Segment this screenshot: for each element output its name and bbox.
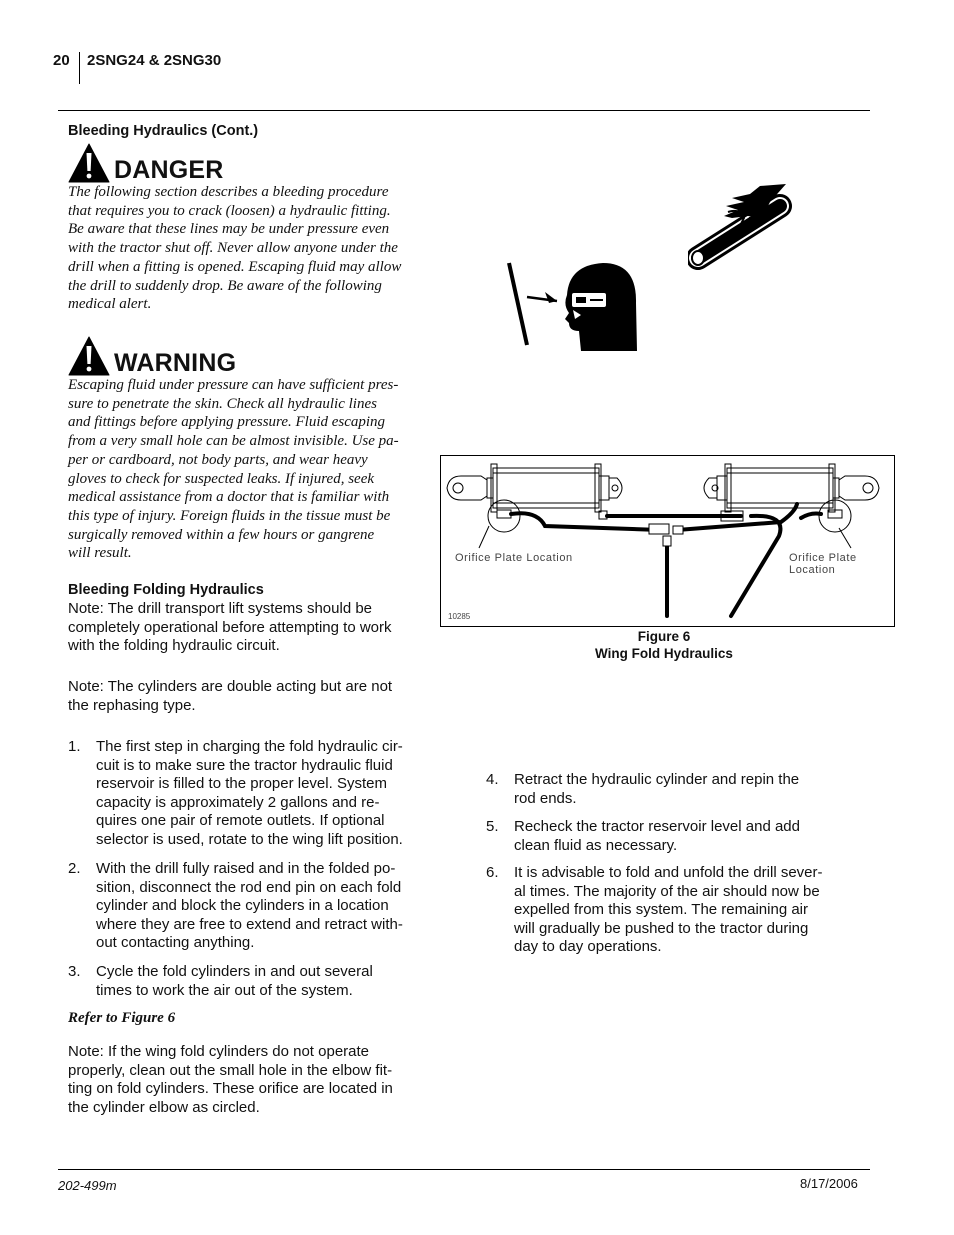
note-cylinders bbox=[68, 678, 392, 715]
danger-line: The following section describes a bleeding procedure bbox=[68, 184, 389, 200]
note-line: the cylinder elbow as circled. bbox=[68, 1098, 260, 1116]
left-cylinder bbox=[447, 464, 622, 532]
note-line: with the folding hydraulic circuit. bbox=[68, 637, 280, 655]
eye-protection-pictogram bbox=[505, 255, 645, 355]
skin-injection-pictogram bbox=[688, 182, 798, 274]
step-4-text bbox=[514, 771, 799, 808]
step-line: times to work the air out of the system. bbox=[96, 981, 353, 999]
step-1-text bbox=[96, 738, 403, 850]
footer-rule bbox=[58, 1169, 870, 1170]
step-number: 2. bbox=[68, 860, 81, 877]
step-3-text bbox=[96, 963, 373, 1000]
step-number: 5. bbox=[486, 818, 499, 835]
step-number: 6. bbox=[486, 864, 499, 881]
wing-fold-hydraulics-diagram bbox=[441, 456, 894, 626]
step-line: where they are free to extend and retract with- bbox=[96, 915, 403, 933]
note-line: properly, clean out the small hole in the elbow fit- bbox=[68, 1061, 393, 1079]
step-line: will gradually be pushed to the tractor during bbox=[514, 919, 809, 937]
warning-heading: WARNING bbox=[114, 349, 237, 377]
orifice-label-left: Orifice Plate Location bbox=[455, 552, 573, 564]
figure-reference: Refer to Figure 6 bbox=[68, 1010, 176, 1026]
warning-line: gloves to check for suspected leaks. If injured, seek bbox=[68, 470, 375, 487]
note-line: ting on fold cylinders. These orifice are located in bbox=[68, 1080, 393, 1098]
step-line: selector is used, rotate to the wing lift position. bbox=[96, 830, 403, 848]
warning-text bbox=[68, 376, 408, 563]
danger-line: drill when a fitting is opened. Escaping fluid may allow bbox=[68, 258, 402, 275]
header-rule bbox=[58, 110, 870, 111]
step-line: sition, disconnect the rod end pin on each fold bbox=[96, 878, 402, 896]
hose-fittings bbox=[649, 524, 683, 546]
step-line: capacity is approximately 2 gallons and re- bbox=[96, 793, 380, 811]
warning-line: will result. bbox=[68, 545, 132, 562]
section-heading: Bleeding Hydraulics (Cont.) bbox=[68, 123, 259, 139]
warning-line: per or cardboard, not body parts, and wear heavy bbox=[68, 451, 368, 468]
step-number: 4. bbox=[486, 771, 499, 788]
document-title: 2SNG24 & 2SNG30 bbox=[87, 52, 222, 69]
step-line: Retract the hydraulic cylinder and repin the bbox=[514, 771, 800, 788]
header-divider bbox=[79, 52, 80, 84]
step-line: The first step in charging the fold hydraulic cir- bbox=[96, 738, 403, 755]
note-line: the rephasing type. bbox=[68, 696, 196, 714]
danger-heading: DANGER bbox=[114, 156, 224, 184]
warning-line: medical assistance from a doctor that is familiar with bbox=[68, 489, 390, 506]
step-line: cylinder and block the cylinders in a location bbox=[96, 897, 389, 915]
right-cylinder bbox=[704, 464, 879, 532]
warning-line: sure to penetrate the skin. Check all hydraulic lines bbox=[68, 395, 377, 412]
step-line: rod ends. bbox=[514, 789, 577, 807]
note-line: completely operational before attempting to work bbox=[68, 618, 392, 636]
step-number: 3. bbox=[68, 963, 81, 980]
step-line: Cycle the fold cylinders in and out several bbox=[96, 963, 373, 980]
warning-line: from a very small hole can be almost invisible. Use pa- bbox=[68, 433, 399, 450]
warning-line: this type of injury. Foreign fluids in the tissue must be bbox=[68, 507, 391, 524]
step-line: clean fluid as necessary. bbox=[514, 836, 678, 854]
step-number: 1. bbox=[68, 738, 81, 755]
warning-alert-icon bbox=[68, 336, 110, 376]
step-line: It is advisable to fold and unfold the drill sever- bbox=[514, 864, 823, 881]
step-line: al times. The majority of the air should now be bbox=[514, 882, 820, 900]
step-line: With the drill fully raised and in the folded po- bbox=[96, 860, 396, 877]
figure-caption-title: Wing Fold Hydraulics bbox=[595, 646, 733, 661]
warning-line: surgically removed within a few hours or gangrene bbox=[68, 526, 375, 543]
revision-date: 8/17/2006 bbox=[800, 1176, 858, 1191]
note-transport bbox=[68, 600, 392, 656]
step-line: cuit is to make sure the tractor hydraulic fluid bbox=[96, 756, 393, 774]
note-line: Note: The cylinders are double acting but are not bbox=[68, 678, 393, 695]
danger-line: that requires you to crack (loosen) a hydraulic fitting. bbox=[68, 202, 391, 219]
document-number: 202-499m bbox=[58, 1178, 117, 1193]
page-number: 20 bbox=[53, 52, 70, 69]
danger-line: Be aware that these lines may be under pressure even bbox=[68, 221, 390, 238]
orifice-label-right: Orifice Plate Location bbox=[789, 552, 857, 576]
danger-text bbox=[68, 183, 408, 314]
danger-alert-icon bbox=[68, 143, 110, 183]
note-line: Note: If the wing fold cylinders do not operate bbox=[68, 1043, 370, 1060]
step-line: expelled from this system. The remaining air bbox=[514, 901, 809, 919]
step-6-text bbox=[514, 864, 823, 957]
figure-6-frame bbox=[440, 455, 895, 627]
warning-line: Escaping fluid under pressure can have sufficient pres- bbox=[68, 377, 399, 393]
warning-line: and fittings before applying pressure. Fluid escaping bbox=[68, 414, 386, 431]
step-line: quires one pair of remote outlets. If optional bbox=[96, 812, 385, 830]
danger-line: with the tractor shut off. Never allow anyone under the bbox=[68, 240, 398, 257]
figure-caption-number: Figure 6 bbox=[637, 629, 691, 644]
step-line: out contacting anything. bbox=[96, 934, 255, 952]
danger-line: the drill to suddenly drop. Be aware of the following bbox=[68, 277, 382, 294]
step-line: reservoir is filled to the proper level. System bbox=[96, 775, 387, 793]
figure-id: 10285 bbox=[448, 612, 471, 621]
note-line: Note: The drill transport lift systems should be bbox=[68, 600, 373, 617]
step-2-text bbox=[96, 860, 403, 953]
note-orifice bbox=[68, 1043, 393, 1117]
step-5-text bbox=[514, 818, 800, 855]
step-line: day to day operations. bbox=[514, 938, 662, 956]
step-line: Recheck the tractor reservoir level and add bbox=[514, 818, 800, 835]
folding-heading: Bleeding Folding Hydraulics bbox=[68, 582, 264, 598]
danger-line: medical alert. bbox=[68, 296, 152, 313]
